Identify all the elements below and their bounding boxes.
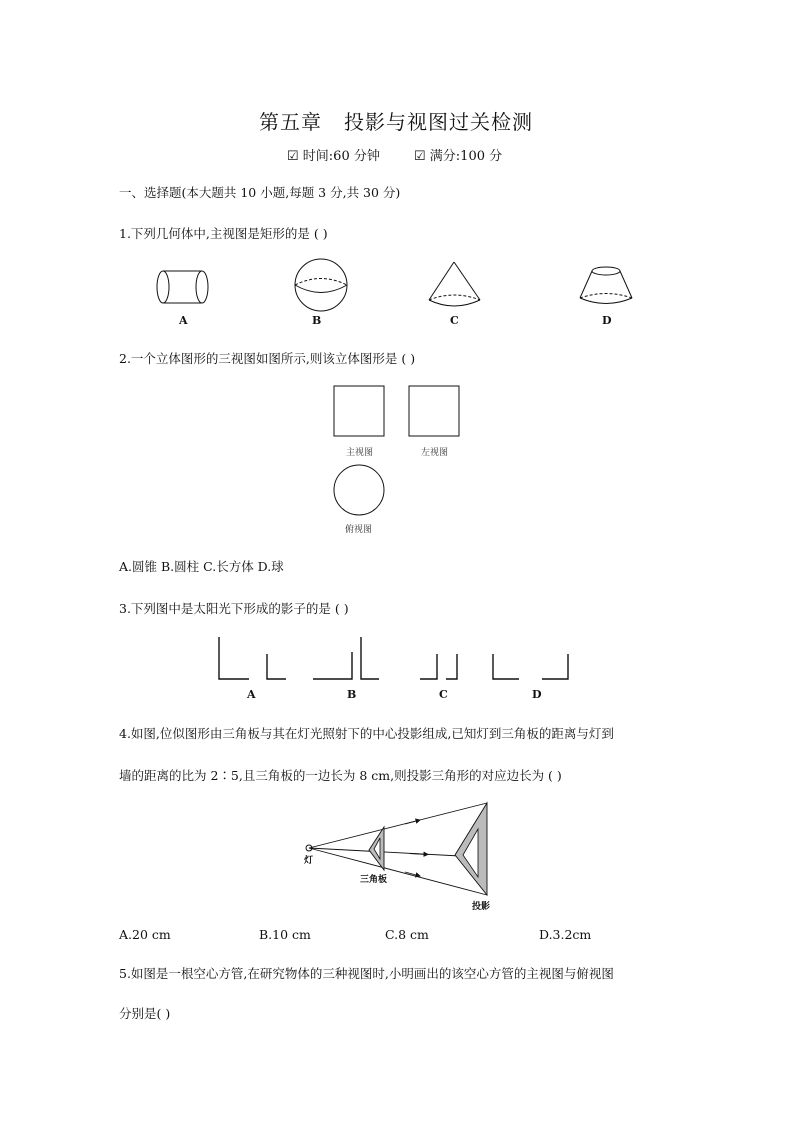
question-1-stem: 1.下列几何体中,主视图是矩形的是 ( ): [119, 226, 328, 241]
lamp-label: 灯: [304, 856, 314, 866]
question-3-stem: 3.下列图中是太阳光下形成的影子的是 ( ): [119, 601, 349, 616]
top-view-label: 俯视图: [345, 525, 373, 535]
q3-label-c: C: [439, 688, 448, 701]
question-5-stem-line2: 分别是( ): [119, 1006, 171, 1021]
q4-option-a: A.20 cm: [119, 927, 171, 942]
question-5-stem-line1: 5.如图是一根空心方管,在研究物体的三种视图时,小明画出的该空心方管的主视图与俯视图: [119, 966, 614, 981]
q3-label-a: A: [247, 688, 256, 701]
q3-label-b: B: [347, 688, 357, 701]
shadow-label: 投影: [472, 902, 491, 912]
q1-label-a: A: [179, 314, 188, 327]
triangle-board-icon: [369, 827, 384, 870]
q1-label-c: C: [450, 314, 459, 327]
question-2-options: A.圆锥 B.圆柱 C.长方体 D.球: [119, 559, 284, 574]
chapter-label: 第五章: [259, 110, 322, 134]
question-2-stem: 2.一个立体图形的三视图如图所示,则该立体图形是 ( ): [119, 351, 416, 366]
page-title: 投影与视图过关检测: [344, 110, 533, 134]
q3-label-d: D: [532, 688, 542, 701]
q4-option-b: B.10 cm: [259, 927, 311, 942]
left-view-label: 左视图: [421, 448, 449, 458]
question-4-stem-line1: 4.如图,位似图形由三角板与其在灯光照射下的中心投影组成,已知灯到三角板的距离与灯到: [119, 726, 614, 741]
section-heading: 一、选择题(本大题共 10 小题,每题 3 分,共 30 分): [119, 185, 401, 200]
q1-label-d: D: [602, 314, 612, 327]
score-info: ☑ 满分:100 分: [414, 149, 503, 164]
time-info: ☑ 时间:60 分钟: [287, 149, 380, 164]
q4-option-d: D.3.2cm: [539, 927, 592, 942]
q4-option-c: C.8 cm: [385, 927, 429, 942]
front-view-label: 主视图: [346, 448, 374, 458]
q1-label-b: B: [312, 314, 322, 327]
board-label: 三角板: [360, 875, 388, 885]
question-4-stem-line2: 墙的距离的比为 2∶5,且三角板的一边长为 8 cm,则投影三角形的对应边长为 ( ): [119, 768, 562, 783]
projected-triangle-icon: [455, 803, 487, 895]
